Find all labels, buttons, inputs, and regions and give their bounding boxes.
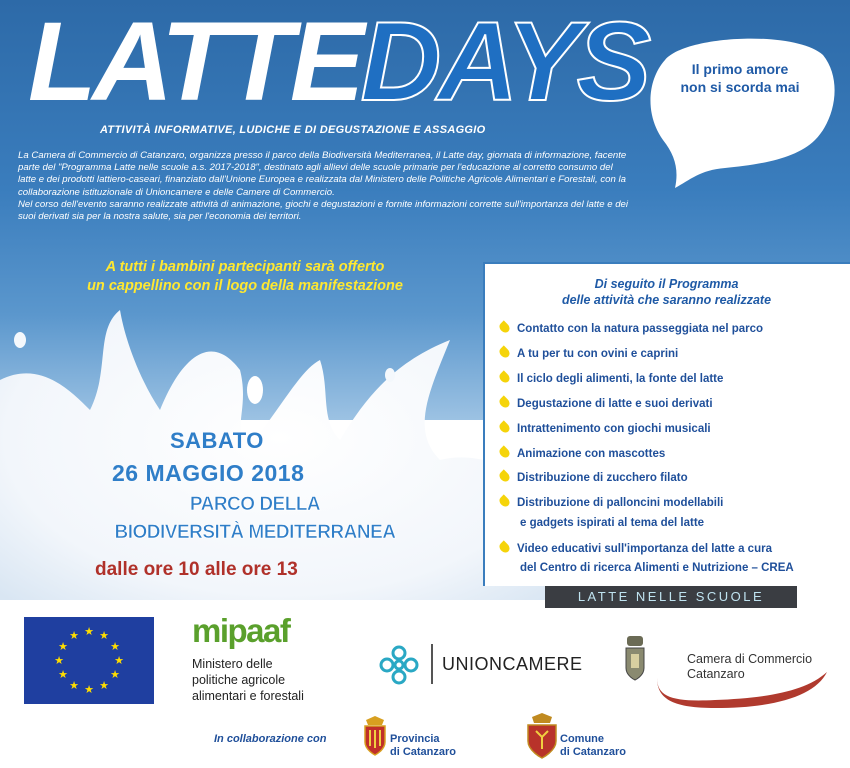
svg-text:★: ★ xyxy=(110,668,120,681)
program-heading-line-1: Di seguito il Programma xyxy=(594,277,739,291)
mipaaf-line-2: politiche agricole xyxy=(192,673,286,687)
program-item-text: A tu per tu con ovini e caprini xyxy=(517,348,679,360)
mipaaf-wordmark: mipaaf xyxy=(192,612,290,649)
drop-bullet-icon xyxy=(497,445,511,459)
mipaaf-line-1: Ministero delle xyxy=(192,657,273,671)
gift-announcement xyxy=(30,258,460,296)
slogan-line-2: non si scorda mai xyxy=(680,79,800,95)
mipaaf-line-3: alimentari e forestali xyxy=(192,689,304,703)
drop-bullet-icon xyxy=(497,540,511,554)
intro-paragraph-1: La Camera di Commercio di Catanzaro, organizza presso il parco della Biodiversità Mediterranea, il Latte day, giornata di informazione, facente parte del "Programma Latte nelle scuole a.s. 2017-2018", destinato agli allievi delle scuole primarie per l'educazione al corretto consumo del latte e dei prodotti lattiero-caseari, finanziato dall'Unione Europea e realizzata dal Ministero delle Politiche Agricole Alimentari e Forestali, con la collaborazione istituzionale di Unioncamere e delle Camere di Commercio. xyxy=(18,150,627,198)
event-venue-line-2: BIODIVERSITÀ MEDITERRANEA xyxy=(114,522,396,543)
program-item xyxy=(500,540,772,558)
svg-text:★: ★ xyxy=(69,679,79,692)
svg-text:★: ★ xyxy=(99,629,109,642)
event-hours: dalle ore 10 alle ore 13 xyxy=(95,559,298,580)
intro-text xyxy=(18,150,628,223)
program-item-text: Contatto con la natura passeggiata nel parco xyxy=(517,323,764,335)
gift-line-1: A tutti i bambini partecipanti sarà offerto xyxy=(105,259,385,275)
drop-bullet-icon xyxy=(497,320,511,334)
comune-line-2: di Catanzaro xyxy=(560,746,627,758)
svg-text:★: ★ xyxy=(110,640,120,653)
program-item-text: Animazione con mascottes xyxy=(517,448,666,460)
provincia-label xyxy=(390,733,456,759)
camera-commercio-line-2: Catanzaro xyxy=(687,667,745,681)
svg-text:★: ★ xyxy=(84,683,94,696)
program-item-text: Il ciclo degli alimenti, la fonte del latte xyxy=(517,373,724,385)
event-venue-line-1: PARCO DELLA xyxy=(189,494,321,515)
program-item xyxy=(500,370,723,388)
svg-text:★: ★ xyxy=(54,654,64,667)
program-item-continued: e gadgets ispirati al tema del latte xyxy=(520,517,705,529)
event-day: SABATO xyxy=(170,428,264,453)
program-item-text: Degustazione di latte e suoi derivati xyxy=(517,398,713,410)
drop-bullet-icon xyxy=(497,469,511,483)
coat-of-arms-icon xyxy=(623,634,647,682)
mipaaf-caption xyxy=(192,656,304,704)
provincia-line-1: Provincia xyxy=(390,733,440,745)
program-item-text: Distribuzione di palloncini modellabili xyxy=(517,497,724,509)
camera-commercio-swoosh-icon xyxy=(655,668,835,708)
mipaaf-logo xyxy=(192,612,289,650)
unioncamere-logo-icon xyxy=(377,643,421,687)
program-item xyxy=(500,345,678,363)
svg-text:★: ★ xyxy=(84,625,94,638)
program-item xyxy=(500,494,723,512)
drop-bullet-icon xyxy=(497,420,511,434)
drop-bullet-icon xyxy=(497,494,511,508)
speech-cloud-shape xyxy=(645,30,840,190)
svg-text:★: ★ xyxy=(99,679,109,692)
unioncamere-label: UNIONCAMERE xyxy=(442,654,583,674)
program-item xyxy=(500,395,713,413)
gift-line-2: un cappellino con il logo della manifestazione xyxy=(87,278,403,294)
svg-text:★: ★ xyxy=(58,668,68,681)
comune-label xyxy=(560,733,626,759)
program-item-text: Intrattenimento con giochi musicali xyxy=(517,423,711,435)
title-latte: LATTE xyxy=(28,0,361,124)
comune-crest-icon xyxy=(526,713,558,759)
title-days: DAYS xyxy=(360,0,648,124)
program-item-continued: del Centro di ricerca Alimenti e Nutrizione – CREA xyxy=(520,562,794,574)
latte-nelle-scuole-badge: LATTE NELLE SCUOLE xyxy=(545,586,797,608)
svg-text:★: ★ xyxy=(114,654,124,667)
program-item-text: Video educativi sull'importanza del latte a cura xyxy=(517,543,772,555)
event-date: 26 MAGGIO 2018 xyxy=(112,460,305,486)
unioncamere-divider xyxy=(431,644,433,684)
camera-commercio-line-1: Camera di Commercio xyxy=(687,652,813,666)
poster-subtitle: ATTIVITÀ INFORMATIVE, LUDICHE E DI DEGUSTAZIONE E ASSAGGIO xyxy=(100,124,486,136)
eu-flag-icon xyxy=(24,617,154,704)
program-heading-line-2: delle attività che saranno realizzate xyxy=(561,293,772,307)
collaboration-label: In collaborazione con xyxy=(214,733,327,745)
provincia-crest-icon xyxy=(362,716,388,756)
slogan xyxy=(660,60,820,96)
poster-title xyxy=(28,0,648,124)
program-item xyxy=(500,469,688,487)
program-item xyxy=(500,320,763,338)
drop-bullet-icon xyxy=(497,370,511,384)
program-item xyxy=(500,445,665,463)
provincia-line-2: di Catanzaro xyxy=(390,746,457,758)
program-item xyxy=(500,420,711,438)
svg-text:★: ★ xyxy=(69,629,79,642)
svg-text:★: ★ xyxy=(58,640,68,653)
drop-bullet-icon xyxy=(497,395,511,409)
intro-paragraph-2: Nel corso dell'evento saranno realizzate attività di animazione, giochi e degustazioni e fornite informazioni corrette sull'importanza del latte e dei suoi derivati sia per la nostra salute, sia per l'economia dei territori. xyxy=(18,198,628,223)
slogan-line-1: Il primo amore xyxy=(691,61,789,77)
program-heading xyxy=(483,276,850,308)
drop-bullet-icon xyxy=(497,345,511,359)
program-item-text: Distribuzione di zucchero filato xyxy=(517,472,688,484)
comune-line-1: Comune xyxy=(560,733,604,745)
